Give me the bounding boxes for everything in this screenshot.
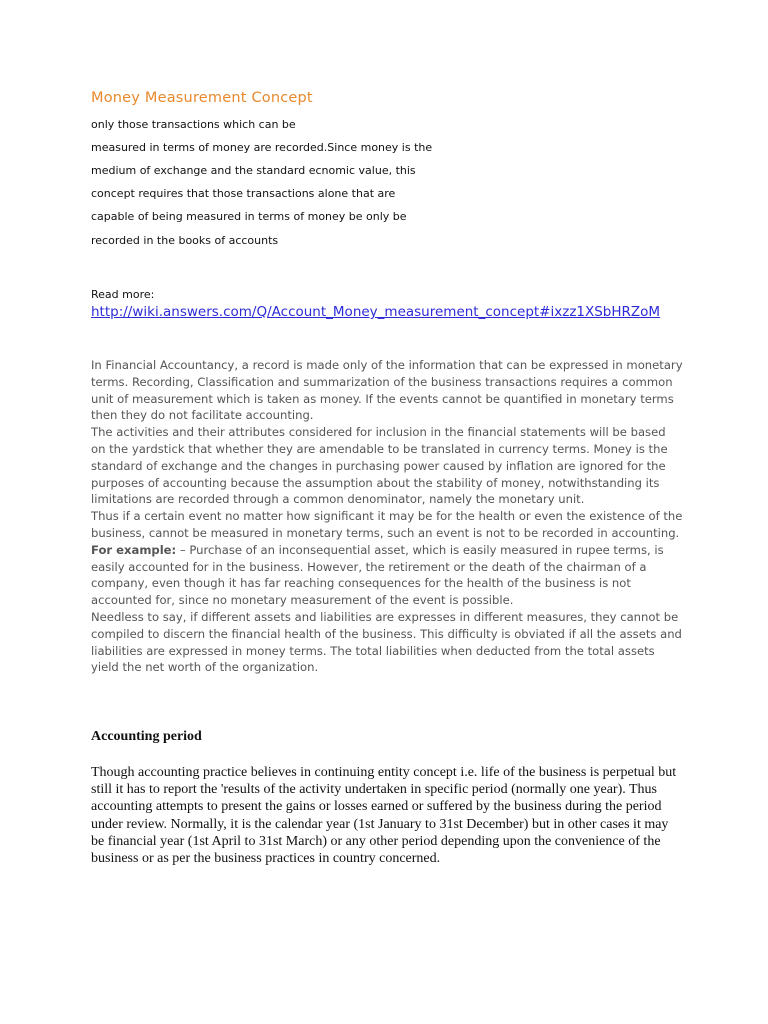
body-text [91,357,683,676]
intro-line: only those transactions which can be [91,118,296,131]
body-paragraph: Needless to say, if different assets and liabilities are expresses in different measures, they cannot be compiled to discern the financial health of the business. This difficulty is obviated if all the assets and liabilities are expressed in money terms. The total liabilities when deducted from the total assets yield the net worth of the organization. [91,609,682,675]
intro-line: medium of exchange and the standard ecnomic value, this [91,164,416,177]
read-more-link[interactable]: http://wiki.answers.com/Q/Account_Money_measurement_concept#ixzz1XSbHRZoM [91,304,661,320]
accounting-period-text: Though accounting practice believes in continuing entity concept i.e. life of the business is perpetual but still it has to report the 'results of the activity undertaken in specific period (normally one year). Thus accounting attempts to present the gains or losses earned or suffered by the business during the period under review. Normally, it is the calendar year (1st January to 31st December) but in other cases it may be financial year (1st April to 31st March) or any other period depending upon the convenience of the business or as per the business practices in country concerned. [91,765,677,867]
section-title: Money Measurement Concept [91,90,313,106]
example-label: For example: [91,542,177,557]
body-paragraph: Thus if a certain event no matter how significant it may be for the health or even the existence of the business, cannot be measured in monetary terms, such an event is not to be recorded in accounting. [91,509,683,540]
body-paragraph: The activities and their attributes considered for inclusion in the financial statements will be based on the yardstick that whether they are amendable to be translated in currency terms. Money is the standard of exchange and the changes in purchasing power caused by inflation are ignored for the purposes of accounting because the assumption about the stability of money, notwithstanding its limitations are recorded through a common denominator, namely the monetary unit. [91,425,668,507]
accounting-period-heading: Accounting period [91,729,202,744]
body-paragraph: In Financial Accountancy, a record is made only of the information that can be expressed in monetary terms. Recording, Classification and summarization of the business transactions requires a common unit of measurement which is taken as money. If the events cannot be quantified in monetary terms then they do not facilitate accounting. [91,358,683,423]
example-text: – Purchase of an inconsequential asset, which is easily measured in rupee terms, is easily accounted for in the business. However, the retirement or the death of the chairman of a company, even though it has far reaching consequences for the health of the business is not accounted for, since no monetary measurement of the event is possible. [91,542,664,608]
intro-line: capable of being measured in terms of money be only be [91,210,407,223]
example-paragraph [91,542,683,609]
intro-line: concept requires that those transactions alone that are [91,187,396,200]
read-more-label: Read more: [91,288,155,301]
intro-line: recorded in the books of accounts [91,234,279,247]
intro-line: measured in terms of money are recorded.Since money is the [91,141,433,154]
